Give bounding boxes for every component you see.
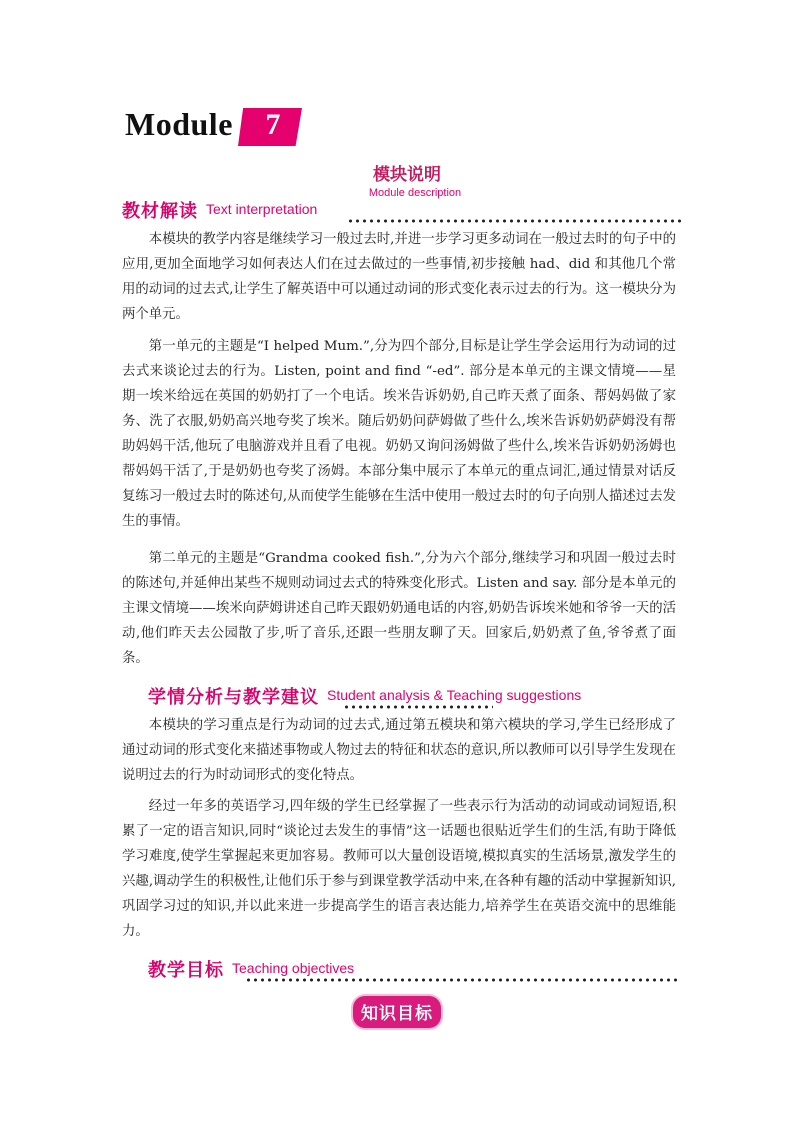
dotted-divider bbox=[343, 705, 493, 709]
paragraph: 第一单元的主题是“I helped Mum.”,分为四个部分,目标是让学生学会运用行为动词的过去式来谈论过去的行为。Listen, point and find “-ed”. 部分是本单元的主课文情境——星期一埃米给远在英国的奶奶打了一个电话。埃米告诉奶奶,自己昨天煮了面条、帮妈妈做了家务、洗了衣服,奶奶高兴地夸奖了埃米。随后奶奶问萨姆做了些什么,埃米告诉奶奶萨姆没有帮助妈妈干活,他玩了电脑游戏并且看了电视。奶奶又询问汤姆做了些什么,埃米告诉奶奶汤姆也帮妈妈干活了,于是奶奶也夸奖了汤姆。本部分集中展示了本单元的重点词汇,通过情景对话反复练习一般过去时的陈述句,从而使学生能够在生活中使用一般过去时的句子向别人描述过去发生的事情。 bbox=[122, 339, 676, 529]
module-number: 7 bbox=[265, 108, 281, 141]
paragraph: 本模块的学习重点是行为动词的过去式,通过第五模块和第六模块的学习,学生已经形成了通过动词的形式变化来描述事物或人物过去的特征和状态的意识,所以教师可以引导学生发现在说明过去的行为时动词形式的变化特点。 bbox=[122, 718, 676, 783]
dotted-divider bbox=[245, 978, 680, 982]
section-heading-teaching-objectives bbox=[148, 958, 680, 982]
module-description-subtitle: Module description bbox=[368, 187, 462, 199]
knowledge-objective-badge-row bbox=[0, 996, 794, 1028]
section-title-en: Text interpretation bbox=[206, 201, 318, 217]
knowledge-objective-badge: 知识目标 bbox=[353, 996, 441, 1028]
section-title-en: Student analysis & Teaching suggestions bbox=[327, 687, 582, 703]
module-label: Module bbox=[125, 106, 233, 142]
section-title-en: Teaching objectives bbox=[232, 960, 355, 976]
paragraph: 本模块的教学内容是继续学习一般过去时,并进一步学习更多动词在一般过去时的句子中的应用,更加全面地学习如何表达人们在过去做过的一些事情,初步接触 had、did 和其他几个常用的动词的过去式,让学生了解英语中可以通过动词的形式变化表示过去的行为。这一模块分为两个单元。 bbox=[122, 232, 676, 322]
section-heading-text-interpretation bbox=[122, 199, 682, 223]
section-title-cn: 教材解读 bbox=[122, 201, 198, 222]
dotted-divider bbox=[347, 219, 682, 223]
module-description-title: 模块说明 bbox=[373, 165, 441, 185]
section-heading-student-analysis bbox=[148, 685, 628, 709]
section-title-cn: 教学目标 bbox=[148, 960, 224, 981]
section-title-cn: 学情分析与教学建议 bbox=[148, 687, 319, 708]
paragraph: 第二单元的主题是“Grandma cooked fish.”,分为六个部分,继续学习和巩固一般过去时的陈述句,并延伸出某些不规则动词过去式的特殊变化形式。Listen and say. 部分是本单元的主课文情境——埃米向萨姆讲述自己昨天跟奶奶通电话的内容,奶奶告诉埃米她和爷爷一天的活动,他们昨天去公园散了步,听了音乐,还跟一些朋友聊了天。回家后,奶奶煮了鱼,爷爷煮了面条。 bbox=[122, 551, 676, 666]
paragraph: 经过一年多的英语学习,四年级的学生已经掌握了一些表示行为活动的动词或动词短语,积累了一定的语言知识,同时“谈论过去发生的事情”这一话题也很贴近学生们的生活,有助于降低学习难度,使学生掌握起来更加容易。教师可以大量创设语境,模拟真实的生活场景,激发学生的兴趣,调动学生的积极性,让他们乐于参与到课堂教学活动中来,在各种有趣的活动中掌握新知识,巩固学习过的知识,并以此来进一步提高学生的语言表达能力,培养学生在英语交流中的思维能力。 bbox=[122, 799, 676, 939]
